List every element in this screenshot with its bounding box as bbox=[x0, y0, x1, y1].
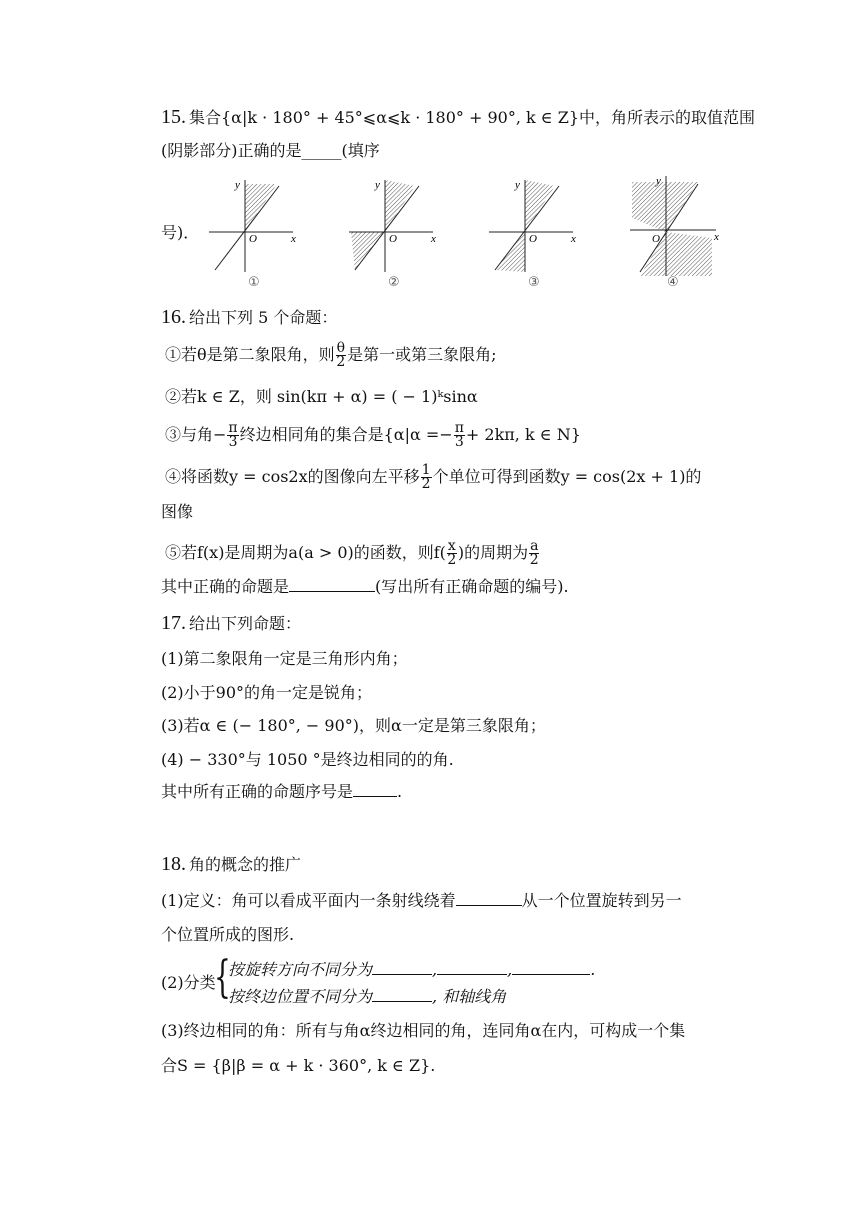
q16-p1-text-b: 是第一或第三象限角; bbox=[347, 345, 497, 364]
fig4-number: ④ bbox=[667, 275, 679, 290]
fig3-y-label: y bbox=[515, 179, 520, 191]
q16-prop2: ②若k ∈ Z，则 sin(kπ + α) = ( − 1)ᵏsinα bbox=[165, 387, 478, 406]
q18-def-blank bbox=[456, 891, 522, 906]
q16-p5-text-b: )的周期为 bbox=[457, 543, 529, 562]
q18-class1-blank-1 bbox=[372, 960, 432, 975]
q18-class2-text-b: , 和轴线角 bbox=[432, 987, 507, 1006]
q15-line1 bbox=[161, 106, 755, 129]
q18-class1-text: 按旋转方向不同分为 bbox=[228, 960, 373, 979]
q16-p4-text-a: ④将函数y = cos2x的图像向左平移 bbox=[165, 467, 420, 486]
q18-header bbox=[161, 853, 301, 876]
q18-def-text-a: (1)定义：角可以看成平面内一条射线绕着 bbox=[161, 891, 456, 910]
q15-stem: 集合{α|k · 180° + 45°⩽α⩽k · 180° + 90°, k ∈ Z}中，角所表示的取值范围 bbox=[189, 108, 756, 127]
q16-p3-fraction-1 bbox=[227, 422, 238, 449]
q16-p3-text-b: 终边相同角的集合是{α|α =− bbox=[239, 425, 453, 444]
fig2-y-label: y bbox=[375, 179, 380, 191]
q16-p4-frac-num: 1 bbox=[421, 462, 431, 478]
q17-answer-blank bbox=[353, 782, 397, 797]
figure-3 bbox=[485, 172, 581, 290]
q15-line2: (阴影部分)正确的是_____(填序 bbox=[161, 141, 380, 160]
q17-intro: 给出下列命题： bbox=[189, 614, 302, 633]
q16-p1-fraction bbox=[336, 342, 346, 369]
q16-number: 16. bbox=[161, 306, 186, 328]
q17-answer-text-a: 其中所有正确的命题序号是 bbox=[161, 782, 354, 801]
q16-prop3 bbox=[165, 422, 581, 449]
q16-answer-blank bbox=[289, 577, 375, 592]
q17-header bbox=[161, 612, 301, 635]
q16-answer-line bbox=[161, 576, 569, 598]
q16-p4-text-b: 个单位可得到函数y = cos(2x + 1)的 bbox=[432, 467, 702, 486]
q15-line3: 号)． bbox=[161, 223, 200, 242]
fig2-origin-label: O bbox=[389, 233, 397, 245]
q18-class1-blank-3 bbox=[512, 960, 590, 975]
q17-number: 17. bbox=[161, 612, 186, 634]
q16-p5-text-a: ⑤若f(x)是周期为a(a > 0)的函数，则f( bbox=[165, 543, 446, 562]
figure-4-graphic bbox=[626, 172, 722, 290]
figure-2 bbox=[345, 172, 441, 290]
q15-number: 15. bbox=[161, 106, 186, 128]
q18-class2-text-a: 按终边位置不同分为 bbox=[228, 987, 373, 1006]
q18-definition-line1 bbox=[161, 890, 682, 912]
fig3-x-label: x bbox=[571, 233, 576, 245]
q17-prop2: (2)小于90°的角一定是锐角； bbox=[161, 683, 373, 702]
fig1-number: ① bbox=[248, 275, 260, 290]
fig2-number: ② bbox=[388, 275, 400, 290]
q16-p5-frac2-den: 2 bbox=[529, 552, 539, 568]
figure-1 bbox=[205, 172, 301, 290]
q18-number: 18. bbox=[161, 853, 186, 875]
q16-p1-frac-den: 2 bbox=[336, 354, 346, 370]
fig1-origin-label: O bbox=[249, 233, 257, 245]
q18-title: 角的概念的推广 bbox=[189, 855, 302, 874]
q16-p3-frac2-den: 3 bbox=[454, 434, 464, 450]
q18-coterminal-line1: (3)终边相同的角：所有与角α终边相同的角，连同角α在内，可构成一个集 bbox=[161, 1021, 686, 1040]
q16-p5-fraction-1 bbox=[447, 540, 457, 567]
q16-answer-text-a: 其中正确的命题是 bbox=[161, 577, 290, 596]
figure-4 bbox=[626, 172, 722, 290]
fig3-number: ③ bbox=[528, 275, 540, 290]
fig1-x-label: x bbox=[291, 233, 296, 245]
q16-p3-text-c: + 2kπ, k ∈ N} bbox=[465, 425, 581, 444]
q17-prop3: (3)若α ∈ (− 180°, − 90°)，则α一定是第三象限角； bbox=[161, 716, 546, 735]
fig4-origin-label: O bbox=[652, 233, 660, 245]
q16-intro: 给出下列 5 个命题： bbox=[189, 308, 338, 327]
fig2-x-label: x bbox=[431, 233, 436, 245]
q18-definition-line2: 个位置所成的图形. bbox=[161, 925, 295, 944]
figure-1-graphic bbox=[205, 172, 301, 290]
q16-p5-fraction-2 bbox=[529, 540, 539, 567]
q18-class-by-terminal bbox=[228, 986, 506, 1008]
figure-3-graphic bbox=[485, 172, 581, 290]
q16-header bbox=[161, 306, 337, 329]
q16-p3-frac1-num: π bbox=[228, 420, 238, 436]
q17-answer-text-b: . bbox=[397, 782, 403, 801]
q18-class1-end: . bbox=[590, 960, 596, 979]
q16-prop1 bbox=[165, 342, 496, 369]
q16-p3-text-a: ③与角− bbox=[165, 425, 227, 444]
q18-coterminal-line2: 合S = {β|β = α + k · 360°, k ∈ Z}. bbox=[161, 1056, 436, 1075]
q16-prop5 bbox=[165, 540, 540, 567]
q16-p5-frac2-num: a bbox=[530, 538, 539, 554]
q16-p3-frac1-den: 3 bbox=[228, 434, 238, 450]
fig3-origin-label: O bbox=[529, 233, 537, 245]
q16-p3-fraction-2 bbox=[454, 422, 465, 449]
q18-classification-label: (2)分类 bbox=[161, 973, 216, 992]
q16-prop4 bbox=[165, 464, 701, 491]
q16-answer-text-b: (写出所有正确命题的编号). bbox=[375, 577, 569, 596]
q16-p4-fraction bbox=[421, 464, 432, 491]
q17-answer-line bbox=[161, 781, 402, 803]
q18-class2-blank bbox=[372, 987, 432, 1002]
classification-brace: { bbox=[214, 952, 231, 1003]
q16-p3-frac2-num: π bbox=[454, 420, 464, 436]
q18-def-text-b: 从一个位置旋转到另一 bbox=[521, 891, 682, 910]
q17-prop1: (1)第二象限角一定是三角形内角； bbox=[161, 649, 408, 668]
q16-prop4-cont: 图像 bbox=[161, 502, 194, 521]
q16-p1-text-a: ①若θ是第二象限角，则 bbox=[165, 345, 335, 364]
q16-p1-frac-num: θ bbox=[336, 340, 346, 356]
fig1-y-label: y bbox=[235, 179, 240, 191]
q16-p5-frac1-num: x bbox=[447, 538, 456, 554]
q16-p5-frac1-den: 2 bbox=[447, 552, 457, 568]
fig4-x-label: x bbox=[714, 231, 719, 243]
figure-2-graphic bbox=[345, 172, 441, 290]
q18-class1-blank-2 bbox=[437, 960, 507, 975]
q18-class-by-direction: 按旋转方向不同分为 , , . bbox=[228, 960, 596, 979]
q17-prop4: (4) − 330°与 1050 °是终边相同的的角. bbox=[161, 750, 454, 769]
q16-p4-frac-den: 2 bbox=[421, 476, 431, 492]
fig4-y-label: y bbox=[656, 175, 661, 187]
